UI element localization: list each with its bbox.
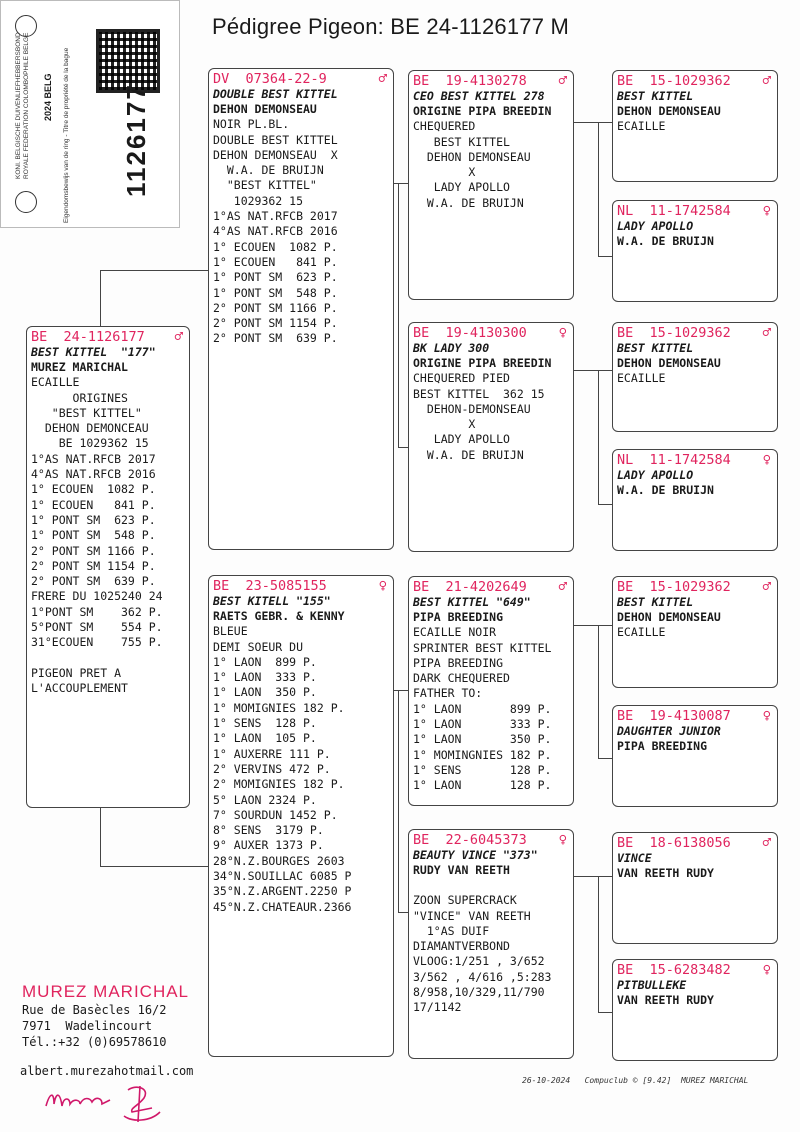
info-line: 1°AS NAT.RFCB 2017	[31, 451, 156, 466]
info-line: CHEQUERED	[413, 119, 476, 134]
info-line: 28°N.Z.BOURGES 2603	[213, 853, 345, 868]
info-line: 2° VERVINS 472 P.	[213, 761, 331, 776]
connector	[598, 1012, 612, 1013]
info-line: PIGEON PRET A	[31, 665, 122, 680]
breeder-name: ORIGINE PIPA BREEDIN	[413, 104, 552, 118]
info-line: ECAILLE	[617, 371, 666, 386]
female-icon: ♀	[762, 708, 771, 724]
info-line: 1029362 15	[213, 193, 304, 208]
info-line: 1° ECOUEN 841 P.	[213, 254, 338, 269]
ring-id: BE 19-4130300	[413, 325, 527, 341]
pigeon-name: BEST KITELL "155"	[213, 594, 331, 608]
info-line: 1° LAON 128 P.	[413, 778, 552, 793]
info-line: 5°PONT SM 554 P.	[31, 620, 163, 635]
info-line: DEHON DEMONCEAU	[31, 421, 149, 436]
pigeon-name: VINCE	[617, 851, 652, 865]
info-line: 1° LAON 105 P.	[213, 731, 317, 746]
ring-number	[617, 709, 777, 724]
ring-number	[213, 579, 393, 594]
ring-id: BE 15-1029362	[617, 325, 731, 341]
pigeon-card-ssd	[612, 200, 778, 302]
breeder-name: PIPA BREEDING	[617, 739, 708, 753]
info-line: X	[413, 417, 476, 432]
info-line: 1° LAON 899 P.	[413, 701, 552, 716]
info-line: "VINCE" VAN REETH	[413, 908, 531, 923]
connector	[574, 122, 612, 123]
info-line: 1° ECOUEN 1082 P.	[213, 239, 338, 254]
pigeon-name: BEAUTY VINCE "373"	[413, 848, 538, 862]
info-line: ECAILLE NOIR	[413, 625, 497, 640]
ring-id: BE 18-6138056	[617, 835, 731, 851]
connector	[574, 625, 612, 626]
info-line: "BEST KITTEL"	[213, 178, 317, 193]
info-line: 1° ECOUEN 1082 P.	[31, 482, 156, 497]
male-icon: ♂	[762, 835, 771, 851]
info-line: 2° PONT SM 639 P.	[31, 574, 156, 589]
breeder-name: W.A. DE BRUIJN	[617, 234, 714, 248]
owner-address-city: 7971 Wadelincourt	[22, 1019, 153, 1033]
breeder-name: DEHON DEMONSEAU	[617, 104, 721, 118]
connector	[398, 690, 399, 912]
connector	[598, 876, 599, 1012]
pigeon-name: BEST KITTEL "177"	[31, 345, 156, 359]
pigeon-card-ddd	[612, 959, 778, 1061]
band-ownership-text: Eigendomsbewijs van de ring - Titre de propriété de la bague	[63, 47, 70, 223]
info-line: 2° MOMIGNIES 182 P.	[213, 777, 345, 792]
connector	[598, 256, 612, 257]
female-icon: ♀	[762, 452, 771, 468]
info-line: 1° MOMINGNIES 182 P.	[413, 747, 552, 762]
ring-id: BE 15-1029362	[617, 579, 731, 595]
federation-seal-icon	[15, 191, 37, 213]
owner-block	[22, 982, 189, 1050]
owner-email: albert.murezahotmail.com	[20, 1064, 194, 1078]
info-line: 1° LAON 333 P.	[413, 717, 552, 732]
ring-number	[413, 74, 573, 89]
ring-number	[413, 580, 573, 595]
pigeon-name: BK LADY 300	[413, 341, 490, 355]
page-title: Pédigree Pigeon: BE 24-1126177 M	[212, 14, 570, 39]
male-icon: ♂	[558, 73, 567, 89]
info-line: W.A. DE BRUIJN	[413, 195, 524, 210]
connector	[574, 876, 612, 877]
pigeon-card-sss	[612, 70, 778, 182]
info-line: FRERE DU 1025240 24	[31, 589, 163, 604]
owner-address-street: Rue de Basècles 16/2	[22, 1003, 167, 1017]
pigeon-card-sds	[612, 322, 778, 432]
info-line: ECAILLE	[617, 625, 666, 640]
connector	[574, 370, 612, 371]
ring-number	[617, 74, 777, 89]
female-icon: ♀	[558, 832, 567, 848]
info-line: BEST KITTEL 362 15	[413, 386, 545, 401]
pigeon-name: BEST KITTEL	[617, 341, 694, 355]
ring-id: BE 24-1126177	[31, 329, 145, 345]
info-line: 1° SENS 128 P.	[213, 716, 317, 731]
info-line: 2° PONT SM 1154 P.	[31, 558, 156, 573]
info-line: DEHON DEMONSEAU	[413, 149, 531, 164]
info-line: DEHON DEMONSEAU X	[213, 147, 338, 162]
pigeon-name: BEST KITTEL "649"	[413, 595, 531, 609]
band-number: 1126177	[121, 83, 151, 197]
info-line: 1° MOMIGNIES 182 P.	[213, 700, 345, 715]
breeder-name: DEHON DEMONSEAU	[617, 356, 721, 370]
ring-id: BE 23-5085155	[213, 578, 327, 594]
info-line	[31, 651, 189, 666]
connector	[100, 270, 209, 331]
ring-number	[413, 326, 573, 341]
info-line: W.A. DE BRUIJN	[213, 163, 324, 178]
info-line: ZOON SUPERCRACK	[413, 893, 517, 908]
breeder-name: RUDY VAN REETH	[413, 863, 510, 877]
info-line: "BEST KITTEL"	[31, 405, 142, 420]
female-icon: ♀	[762, 203, 771, 219]
info-line: 2° PONT SM 1166 P.	[213, 300, 338, 315]
male-icon: ♂	[558, 579, 567, 595]
ring-id: BE 19-4130278	[413, 73, 527, 89]
breeder-name: MUREZ MARICHAL	[31, 360, 128, 374]
info-line: 2° PONT SM 1166 P.	[31, 543, 156, 558]
ring-number	[617, 453, 777, 468]
info-line: ECAILLE	[31, 375, 80, 390]
info-line: DEHON-DEMONSEAU	[413, 401, 531, 416]
info-line: 1° ECOUEN 841 P.	[31, 497, 156, 512]
ring-id: NL 11-1742584	[617, 203, 731, 219]
info-line: BE 1029362 15	[31, 436, 149, 451]
info-line: DOUBLE BEST KITTEL	[213, 132, 338, 147]
info-line: FATHER TO:	[413, 686, 483, 701]
info-line: 1° SENS 128 P.	[413, 762, 552, 777]
info-line: 1° LAON 333 P.	[213, 670, 317, 685]
info-line: DEMI SOEUR DU	[213, 639, 304, 654]
info-line: CHEQUERED PIED	[413, 371, 510, 386]
info-line: VLOOG:1/251 , 3/652	[413, 954, 545, 969]
info-line: DARK CHEQUERED	[413, 671, 510, 686]
info-line: 1° PONT SM 623 P.	[31, 512, 156, 527]
breeder-name: RAETS GEBR. & KENNY	[213, 609, 345, 623]
info-line: 31°ECOUEN 755 P.	[31, 635, 163, 650]
ring-id: BE 19-4130087	[617, 708, 731, 724]
pigeon-name: LADY APOLLO	[617, 468, 694, 482]
connector	[598, 122, 599, 256]
ring-id: BE 15-1029362	[617, 73, 731, 89]
info-line: NOIR PL.BL.	[213, 117, 290, 132]
info-line: ECAILLE	[617, 119, 666, 134]
connector	[598, 370, 599, 504]
info-line: 1° LAON 899 P.	[213, 654, 317, 669]
info-line: 2° PONT SM 639 P.	[213, 331, 338, 346]
handwritten-signature	[40, 1082, 190, 1126]
info-line: 1° AUXERRE 111 P.	[213, 746, 331, 761]
pigeon-card-dam	[208, 575, 394, 1057]
ring-id: BE 15-6283482	[617, 962, 731, 978]
info-line: ORIGINES	[31, 390, 128, 405]
connector	[398, 183, 399, 447]
info-line: DIAMANTVERBOND	[413, 939, 510, 954]
info-line: 35°N.Z.ARGENT.2250 P	[213, 884, 352, 899]
ring-number	[31, 330, 189, 345]
info-line: 5° LAON 2324 P.	[213, 792, 317, 807]
pigeon-card-sdd	[612, 449, 778, 551]
info-line: 4°AS NAT.RFCB 2016	[213, 224, 338, 239]
info-line: 1° LAON 350 P.	[213, 685, 317, 700]
connector	[100, 808, 209, 867]
pigeon-name: BEST KITTEL	[617, 89, 694, 103]
info-line: 9° AUXER 1373 P.	[213, 838, 324, 853]
pigeon-name: DOUBLE BEST KITTEL	[213, 87, 338, 101]
info-line: 1° LAON 350 P.	[413, 732, 552, 747]
breeder-name: DEHON DEMONSEAU	[617, 610, 721, 624]
ring-id: BE 22-6045373	[413, 832, 527, 848]
info-line: 1°PONT SM 362 P.	[31, 604, 163, 619]
info-line: 1° PONT SM 548 P.	[213, 285, 338, 300]
pigeon-card-dds	[612, 832, 778, 944]
connector	[598, 504, 612, 505]
info-line: PIPA BREEDING	[413, 655, 504, 670]
info-line: 3/562 , 4/616 ,5:283	[413, 969, 552, 984]
pigeon-card-dam-dam	[408, 829, 574, 1059]
pigeon-card-sire	[208, 68, 394, 550]
male-icon: ♂	[762, 73, 771, 89]
band-federation-fr: ROYALE FEDERATION COLOMBOPHILE BELGE	[23, 32, 30, 179]
info-line: 1°AS NAT.RFCB 2017	[213, 209, 338, 224]
footer-text: 26-10-2024 Compuclub © [9.42] MUREZ MARICHAL	[522, 1076, 749, 1085]
band-federation-nl: KONI. BELGISCHE DUIVENLIEFHEBBERSBOND	[15, 32, 22, 179]
breeder-name: PIPA BREEDING	[413, 610, 504, 624]
pigeon-card-dss	[612, 576, 778, 688]
ring-number	[617, 326, 777, 341]
breeder-name: VAN REETH RUDY	[617, 993, 714, 1007]
pigeon-name: PITBULLEKE	[617, 978, 687, 992]
info-line: 34°N.SOUILLAC 6085 P	[213, 869, 352, 884]
ring-number	[213, 72, 393, 87]
ring-number	[413, 833, 573, 848]
pigeon-card-dsd	[612, 705, 778, 807]
pigeon-name: LADY APOLLO	[617, 219, 694, 233]
breeder-name: W.A. DE BRUIJN	[617, 483, 714, 497]
connector	[398, 912, 408, 913]
ring-number	[617, 836, 777, 851]
info-line: L'ACCOUPLEMENT	[31, 680, 128, 695]
ring-certificate	[0, 0, 180, 228]
info-line: 1°AS DUIF	[413, 923, 490, 938]
info-line: BEST KITTEL	[413, 134, 510, 149]
ring-number	[617, 580, 777, 595]
pigeon-card-dam-sire	[408, 576, 574, 806]
connector	[598, 625, 599, 758]
ring-id: NL 11-1742584	[617, 452, 731, 468]
info-line: SPRINTER BEST KITTEL	[413, 640, 552, 655]
pigeon-name: DAUGHTER JUNIOR	[617, 724, 721, 738]
pigeon-card-sire-sire	[408, 70, 574, 300]
info-line: 45°N.Z.CHATEAUR.2366	[213, 899, 352, 914]
ring-id: BE 21-4202649	[413, 579, 527, 595]
info-line: 4°AS NAT.RFCB 2016	[31, 467, 156, 482]
breeder-name: DEHON DEMONSEAU	[213, 102, 317, 116]
pigeon-name: BEST KITTEL	[617, 595, 694, 609]
band-year: 2024 BELG	[43, 73, 53, 121]
pigeon-card-sire-dam	[408, 322, 574, 552]
ring-number	[617, 204, 777, 219]
info-line: 7° SOURDUN 1452 P.	[213, 807, 338, 822]
info-line: X	[413, 165, 476, 180]
info-line: LADY APOLLO	[413, 180, 510, 195]
info-line: LADY APOLLO	[413, 432, 510, 447]
connector	[398, 447, 408, 448]
info-line: 17/1142	[413, 1000, 462, 1015]
info-line: 2° PONT SM 1154 P.	[213, 316, 338, 331]
info-line: 1° PONT SM 548 P.	[31, 528, 156, 543]
female-icon: ♀	[558, 325, 567, 341]
info-line	[413, 878, 573, 893]
owner-phone: Tél.:+32 (0)69578610	[22, 1035, 167, 1049]
ring-id: DV 07364-22-9	[213, 71, 327, 87]
breeder-name: VAN REETH RUDY	[617, 866, 714, 880]
info-line: 1° PONT SM 623 P.	[213, 270, 338, 285]
breeder-name: ORIGINE PIPA BREEDIN	[413, 356, 552, 370]
ring-number	[617, 963, 777, 978]
female-icon: ♀	[762, 962, 771, 978]
owner-name: MUREZ MARICHAL	[22, 982, 190, 1001]
connector	[598, 758, 612, 759]
info-line: BLEUE	[213, 624, 248, 639]
info-line: 8° SENS 3179 P.	[213, 823, 324, 838]
male-icon: ♂	[174, 329, 183, 345]
info-line: W.A. DE BRUIJN	[413, 447, 524, 462]
male-icon: ♂	[378, 71, 387, 87]
pigeon-name: CEO BEST KITTEL 278	[413, 89, 545, 103]
male-icon: ♂	[762, 579, 771, 595]
male-icon: ♂	[762, 325, 771, 341]
pigeon-card-subject	[26, 326, 190, 808]
info-line: 8/958,10/329,11/790	[413, 985, 545, 1000]
female-icon: ♀	[378, 578, 387, 594]
